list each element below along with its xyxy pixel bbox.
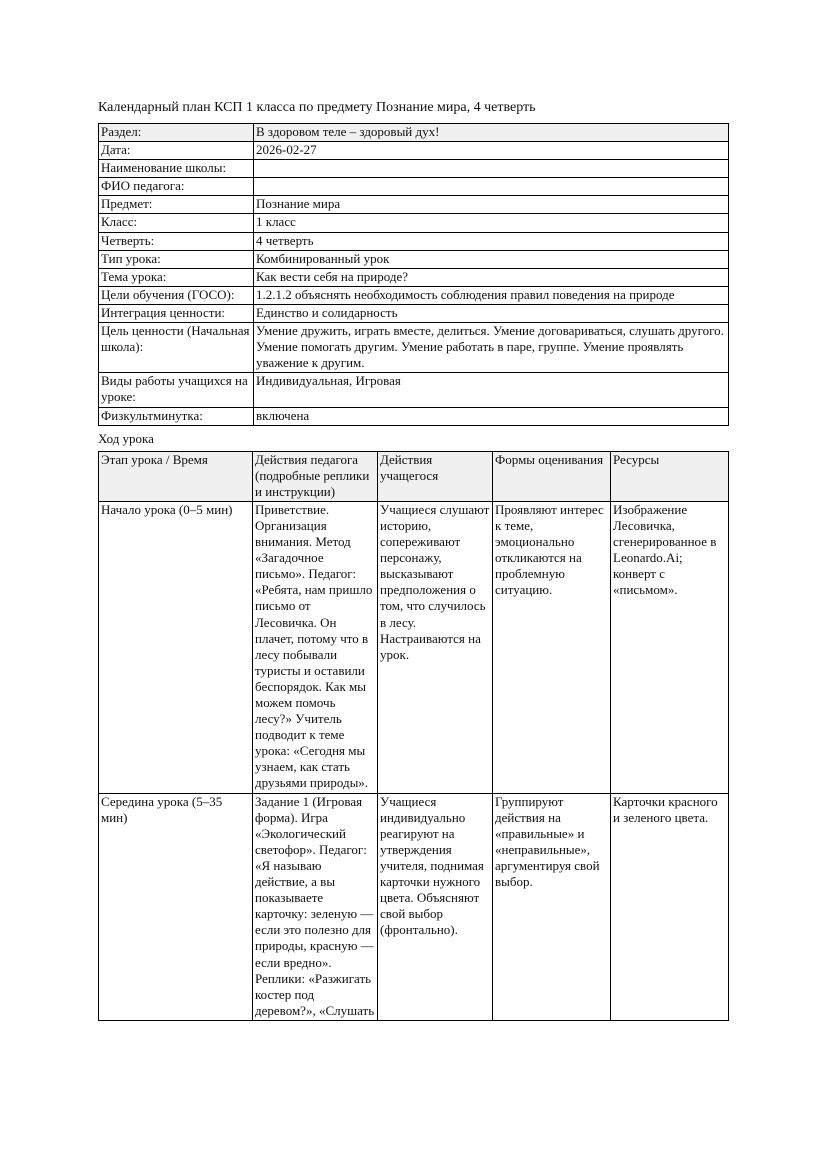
resources-cell: Изображение Лесовичка, сгенерированное в Leonardo.Ai; конверт с «письмом». (611, 501, 729, 793)
assessment-cell: Группируют действия на «правильные» и «неправильные», аргументируя свой выбор. (493, 793, 611, 1020)
lesson-stage-row (99, 793, 729, 1020)
lesson-table-header-row (99, 451, 729, 501)
info-value: 1 класс (254, 214, 729, 232)
info-value: Единство и солидарность (254, 304, 729, 322)
info-row (99, 323, 729, 373)
info-row (99, 214, 729, 232)
info-row (99, 250, 729, 268)
info-label: Цель ценности (Начальная школа): (99, 323, 254, 373)
info-value: Умение дружить, играть вместе, делиться. Умение договариваться, слушать другого. Умение помогать другим. Умение работать в паре, группе. Умение проявлять уважение к другим. (254, 323, 729, 373)
info-label: Раздел: (99, 124, 254, 142)
info-row (99, 304, 729, 322)
info-row (99, 178, 729, 196)
header-student-actions: Действия учащегося (378, 451, 493, 501)
resources-cell: Карточки красного и зеленого цвета. (611, 793, 729, 1020)
section-heading: Ход урока (98, 430, 154, 446)
info-row (99, 373, 729, 407)
info-value: включена (254, 407, 729, 425)
info-label: Виды работы учащихся на уроке: (99, 373, 254, 407)
info-row (99, 268, 729, 286)
info-label: Предмет: (99, 196, 254, 214)
stage-cell: Середина урока (5–35 мин) (99, 793, 253, 1020)
header-stage: Этап урока / Время (99, 451, 253, 501)
info-value: Комбинированный урок (254, 250, 729, 268)
info-label: Физкультминутка: (99, 407, 254, 425)
info-label: ФИО педагога: (99, 178, 254, 196)
info-label: Тип урока: (99, 250, 254, 268)
info-row (99, 286, 729, 304)
info-row (99, 124, 729, 142)
lesson-info-table (98, 123, 729, 426)
document-page (98, 0, 728, 1021)
info-value: 2026-02-27 (254, 142, 729, 160)
header-assessment: Формы оценивания (493, 451, 611, 501)
info-value: Как вести себя на природе? (254, 268, 729, 286)
student-actions-cell: Учащиеся слушают историю, сопереживают персонажу, высказывают предположения о том, что случилось в лесу. Настраиваются на урок. (378, 501, 493, 793)
info-label: Класс: (99, 214, 254, 232)
info-value (254, 178, 729, 196)
info-value: 1.2.1.2 объяснять необходимость соблюдения правил поведения на природе (254, 286, 729, 304)
info-label: Интеграция ценности: (99, 304, 254, 322)
lesson-stage-row (99, 501, 729, 793)
header-resources: Ресурсы (611, 451, 729, 501)
info-row (99, 407, 729, 425)
info-row (99, 196, 729, 214)
info-label: Цели обучения (ГОСО): (99, 286, 254, 304)
info-value: 4 четверть (254, 232, 729, 250)
document-title: Календарный план КСП 1 класса по предмету Познание мира, 4 четверть (98, 100, 536, 115)
info-label: Дата: (99, 142, 254, 160)
student-actions-cell: Учащиеся индивидуально реагируют на утверждения учителя, поднимая карточки нужного цвета. Объясняют свой выбор (фронтально). (378, 793, 493, 1020)
info-label: Наименование школы: (99, 160, 254, 178)
info-row (99, 232, 729, 250)
info-value: Познание мира (254, 196, 729, 214)
header-teacher-actions: Действия педагога (подробные реплики и инструкции) (253, 451, 378, 501)
teacher-actions-cell: Приветствие. Организация внимания. Метод «Загадочное письмо». Педагог: «Ребята, нам пришло письмо от Лесовичка. Он плачет, потому что в лесу побывали туристы и оставили беспорядок. Как мы можем помочь лесу?» Учитель подводит к теме урока: «Сегодня мы узнаем, как стать друзьями природы». (253, 501, 378, 793)
info-value (254, 160, 729, 178)
info-label: Четверть: (99, 232, 254, 250)
lesson-flow-table (98, 451, 729, 1021)
info-value: Индивидуальная, Игровая (254, 373, 729, 407)
info-row (99, 160, 729, 178)
info-value: В здоровом теле – здоровый дух! (254, 124, 729, 142)
info-label: Тема урока: (99, 268, 254, 286)
info-row (99, 142, 729, 160)
assessment-cell: Проявляют интерес к теме, эмоционально откликаются на проблемную ситуацию. (493, 501, 611, 793)
teacher-actions-cell: Задание 1 (Игровая форма). Игра «Экологический светофор». Педагог: «Я называю действие, а вы показываете карточку: зеленую — если это полезно для природы, красную — если вредно». Реплики: «Разжигать костер под деревом?», «Слушать (253, 793, 378, 1020)
stage-cell: Начало урока (0–5 мин) (99, 501, 253, 793)
